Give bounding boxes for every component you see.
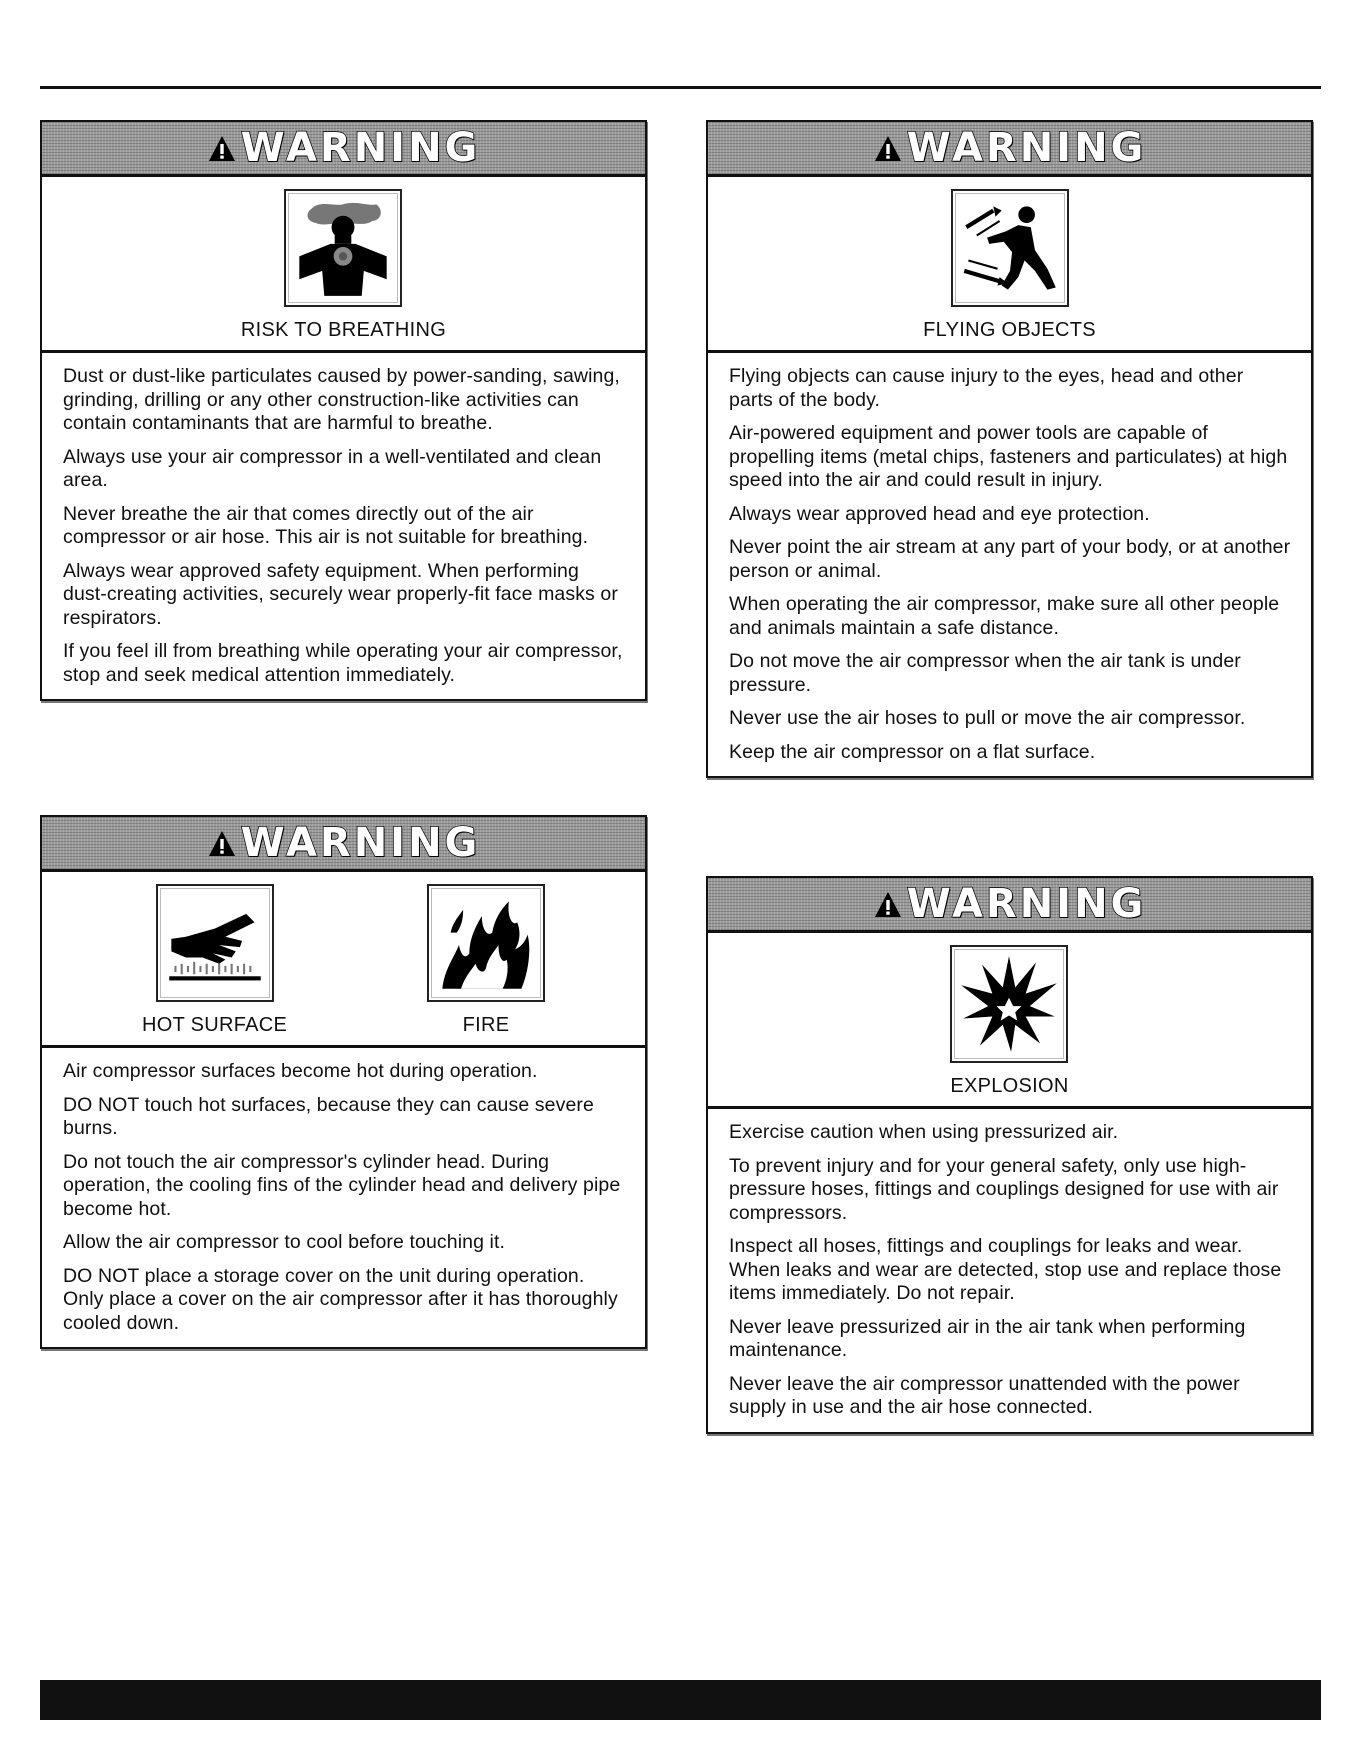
warning-title: WARNING	[240, 125, 481, 171]
alert-triangle-icon	[873, 134, 903, 164]
explosion-icon	[950, 945, 1068, 1063]
hazard-explosion	[950, 945, 1068, 1098]
hazard-icons	[42, 872, 645, 1048]
hazard-label: FIRE	[462, 1014, 510, 1036]
footer-bar	[40, 1680, 1321, 1720]
warning-paragraph: Never use the air hoses to pull or move the air compressor.	[729, 707, 1246, 729]
warning-paragraph: Flying objects can cause injury to the eyes, head and other parts of the body.	[729, 365, 1244, 411]
hazard-flying-objects	[923, 189, 1096, 342]
hazard-breathing	[241, 189, 446, 342]
hazard-icons	[708, 933, 1311, 1109]
hazard-label: FLYING OBJECTS	[923, 319, 1096, 341]
warning-paragraph: Air compressor surfaces become hot during operation.	[63, 1060, 538, 1082]
warning-text	[708, 1109, 1311, 1432]
hot-surface-icon	[156, 884, 274, 1002]
warning-paragraph: DO NOT touch hot surfaces, because they can cause severe burns.	[63, 1093, 594, 1139]
warning-text	[42, 1048, 645, 1347]
warning-paragraph: Allow the air compressor to cool before touching it.	[63, 1231, 505, 1253]
warning-paragraph: DO NOT place a storage cover on the unit during operation. Only place a cover on the air compressor after it has thoroughly cooled down.	[63, 1264, 618, 1334]
hazard-icons	[708, 177, 1311, 353]
warning-paragraph: Never point the air stream at any part of your body, or at another person or animal.	[729, 536, 1291, 582]
warning-box-hot-surface-fire	[40, 815, 647, 1349]
warning-paragraph: Always wear approved head and eye protection.	[729, 502, 1150, 525]
warning-title: WARNING	[906, 125, 1147, 171]
warning-title: WARNING	[240, 820, 481, 866]
warning-banner	[708, 122, 1311, 177]
warning-title: WARNING	[906, 881, 1147, 927]
warning-paragraph: If you feel ill from breathing while operating your air compressor, stop and seek medical attention immediately.	[63, 640, 623, 686]
alert-triangle-icon	[207, 829, 237, 859]
warning-text	[708, 353, 1311, 776]
warning-banner	[42, 122, 645, 177]
warning-banner	[42, 817, 645, 872]
respiratory-hazard-icon	[284, 189, 402, 307]
warning-box-breathing	[40, 120, 647, 701]
hazard-label: HOT SURFACE	[142, 1014, 288, 1036]
warning-paragraph: Do not touch the air compressor's cylinder head. During operation, the cooling fins of the cylinder head and delivery pipe become hot.	[63, 1150, 621, 1220]
alert-triangle-icon	[873, 890, 903, 920]
warning-paragraph: Always wear approved safety equipment. When performing dust-creating activities, securely wear properly-fit face masks or respirators.	[63, 559, 618, 629]
top-rule	[40, 86, 1321, 89]
hazard-fire	[427, 884, 545, 1037]
warning-box-explosion	[706, 876, 1313, 1434]
fire-icon	[427, 884, 545, 1002]
hazard-hot-surface	[142, 884, 287, 1037]
warning-paragraph: Inspect all hoses, fittings and couplings for leaks and wear. When leaks and wear are detected, stop use and replace those items immediately. Do not repair.	[729, 1235, 1282, 1304]
warning-paragraph: Never breathe the air that comes directly out of the air compressor or air hose. This air is not suitable for breathing.	[63, 502, 589, 548]
warning-paragraph: When operating the air compressor, make sure all other people and animals maintain a safe distance.	[729, 593, 1280, 639]
warning-paragraph: Air-powered equipment and power tools are capable of propelling items (metal chips, fasteners and particulates) at high speed into the air and could result in injury.	[729, 422, 1288, 491]
hazard-icons	[42, 177, 645, 353]
hazard-label: RISK TO BREATHING	[240, 319, 447, 341]
warning-text	[42, 353, 645, 699]
warning-paragraph: Always use your air compressor in a well-ventilated and clean area.	[63, 445, 602, 491]
warning-paragraph: Exercise caution when using pressurized air.	[729, 1121, 1119, 1143]
warning-paragraph: To prevent injury and for your general safety, only use high-pressure hoses, fittings and couplings designed for use with air compressors.	[729, 1154, 1279, 1224]
warning-box-flying-objects	[706, 120, 1313, 778]
alert-triangle-icon	[207, 134, 237, 164]
warning-paragraph: Never leave pressurized air in the air tank when performing maintenance.	[729, 1315, 1246, 1361]
warning-paragraph: Never leave the air compressor unattended with the power supply in use and the air hose connected.	[729, 1372, 1240, 1418]
flying-objects-icon	[951, 189, 1069, 307]
warning-banner	[708, 878, 1311, 933]
warning-paragraph: Dust or dust-like particulates caused by power-sanding, sawing, grinding, drilling or any other construction-like activities can contain contaminants that are harmful to breathe.	[63, 365, 620, 434]
hazard-label: EXPLOSION	[950, 1075, 1069, 1097]
warning-paragraph: Keep the air compressor on a flat surface.	[729, 740, 1096, 763]
warning-paragraph: Do not move the air compressor when the air tank is under pressure.	[729, 650, 1241, 696]
